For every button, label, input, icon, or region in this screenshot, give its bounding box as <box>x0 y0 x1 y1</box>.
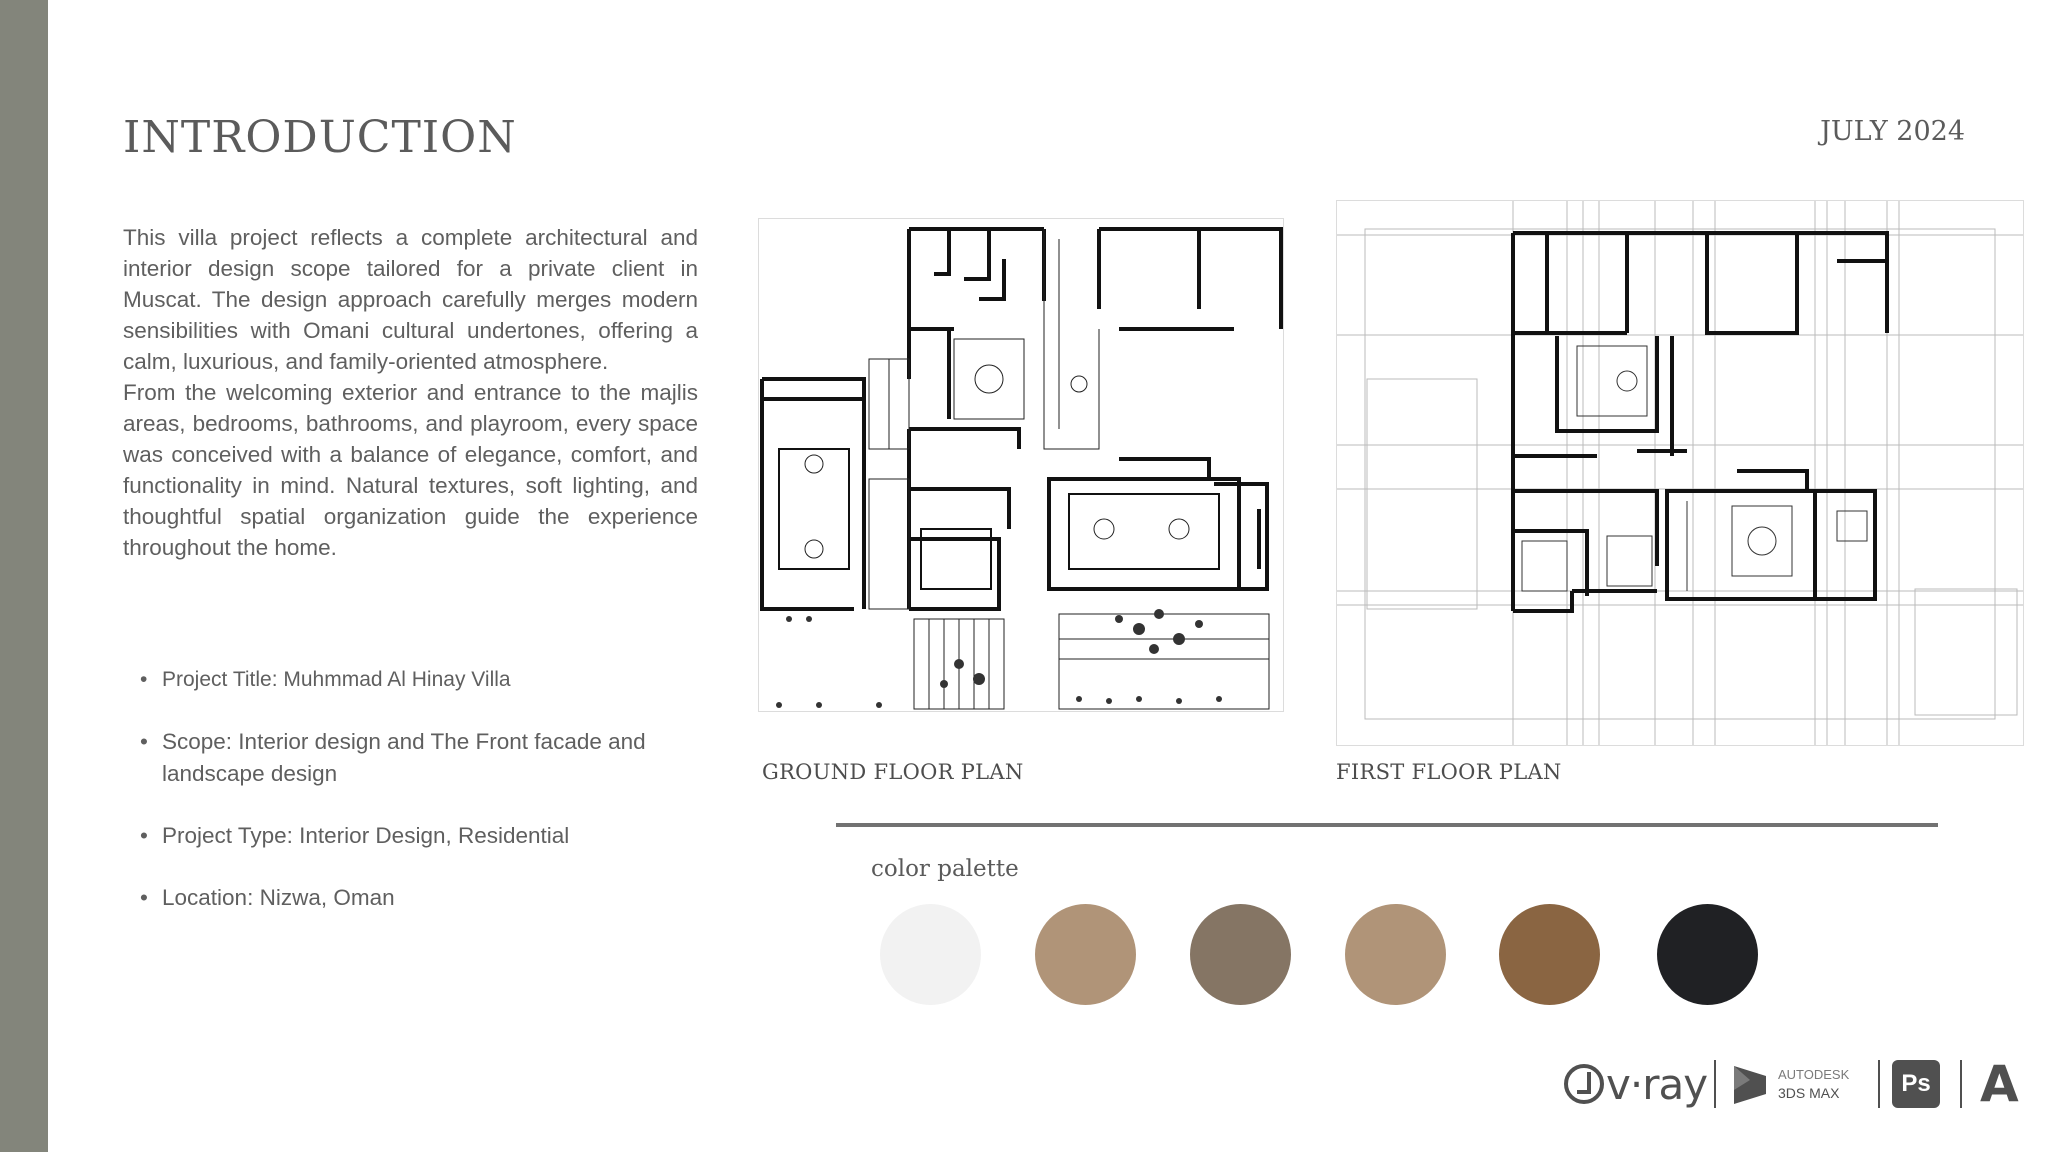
intro-text <box>123 222 698 563</box>
side-accent-bar <box>0 0 48 1152</box>
software-logos <box>1560 1056 2020 1112</box>
detail-scope: • Scope: Interior design and The Front facade and landscape design <box>140 726 710 790</box>
divider-line <box>836 823 1938 827</box>
color-palette-label: color palette <box>871 856 1019 882</box>
detail-project-title: • Project Title: Muhmmad Al Hinay Villa <box>140 664 710 696</box>
color-swatch-6 <box>1657 904 1758 1005</box>
3dsmax-brand: AUTODESK <box>1778 1067 1850 1082</box>
page-title: INTRODUCTION <box>123 112 517 163</box>
detail-project-type: • Project Type: Interior Design, Residential <box>140 820 710 852</box>
color-swatch-1 <box>880 904 981 1005</box>
first-floor-caption: FIRST FLOOR PLAN <box>1336 760 1562 784</box>
3dsmax-icon <box>1730 1062 1770 1106</box>
color-swatch-3 <box>1190 904 1291 1005</box>
vray-logo <box>1564 1056 1707 1112</box>
first-floor-plan-image <box>1336 200 2024 746</box>
logo-separator-2 <box>1878 1060 1880 1108</box>
color-swatch-5 <box>1499 904 1600 1005</box>
ground-floor-plan-image <box>758 218 1284 712</box>
detail-location: • Location: Nizwa, Oman <box>140 882 710 914</box>
photoshop-logo <box>1892 1056 1940 1112</box>
3dsmax-product: 3DS MAX <box>1778 1085 1840 1101</box>
ground-floor-caption: GROUND FLOOR PLAN <box>762 760 1024 784</box>
3dsmax-logo <box>1730 1056 1849 1112</box>
vray-mark-icon <box>1564 1064 1604 1104</box>
logo-separator-3 <box>1960 1060 1962 1108</box>
photoshop-icon: Ps <box>1892 1060 1940 1108</box>
intro-paragraph-2: From the welcoming exterior and entrance to the majlis areas, bedrooms, bathrooms, and playroom, every space was conceived with a balance of elegance, comfort, and functionality in mind. Natural textures, soft lighting, and thoughtful spatial organization guide the experience throughout the home. <box>123 380 698 560</box>
autocad-logo: A <box>1980 1055 2019 1113</box>
logo-separator-1 <box>1714 1060 1716 1108</box>
intro-paragraph-1: This villa project reflects a complete architectural and interior design scope tailored for a private client in Muscat. The design approach carefully merges modern sensibilities with Omani cultural undertones, offering a calm, luxurious, and family-oriented atmosphere. <box>123 225 698 374</box>
vray-wordmark: v·ray <box>1606 1059 1708 1109</box>
color-swatch-2 <box>1035 904 1136 1005</box>
date-label: JULY 2024 <box>1820 116 1965 147</box>
color-swatch-4 <box>1345 904 1446 1005</box>
project-details-list <box>140 664 710 914</box>
